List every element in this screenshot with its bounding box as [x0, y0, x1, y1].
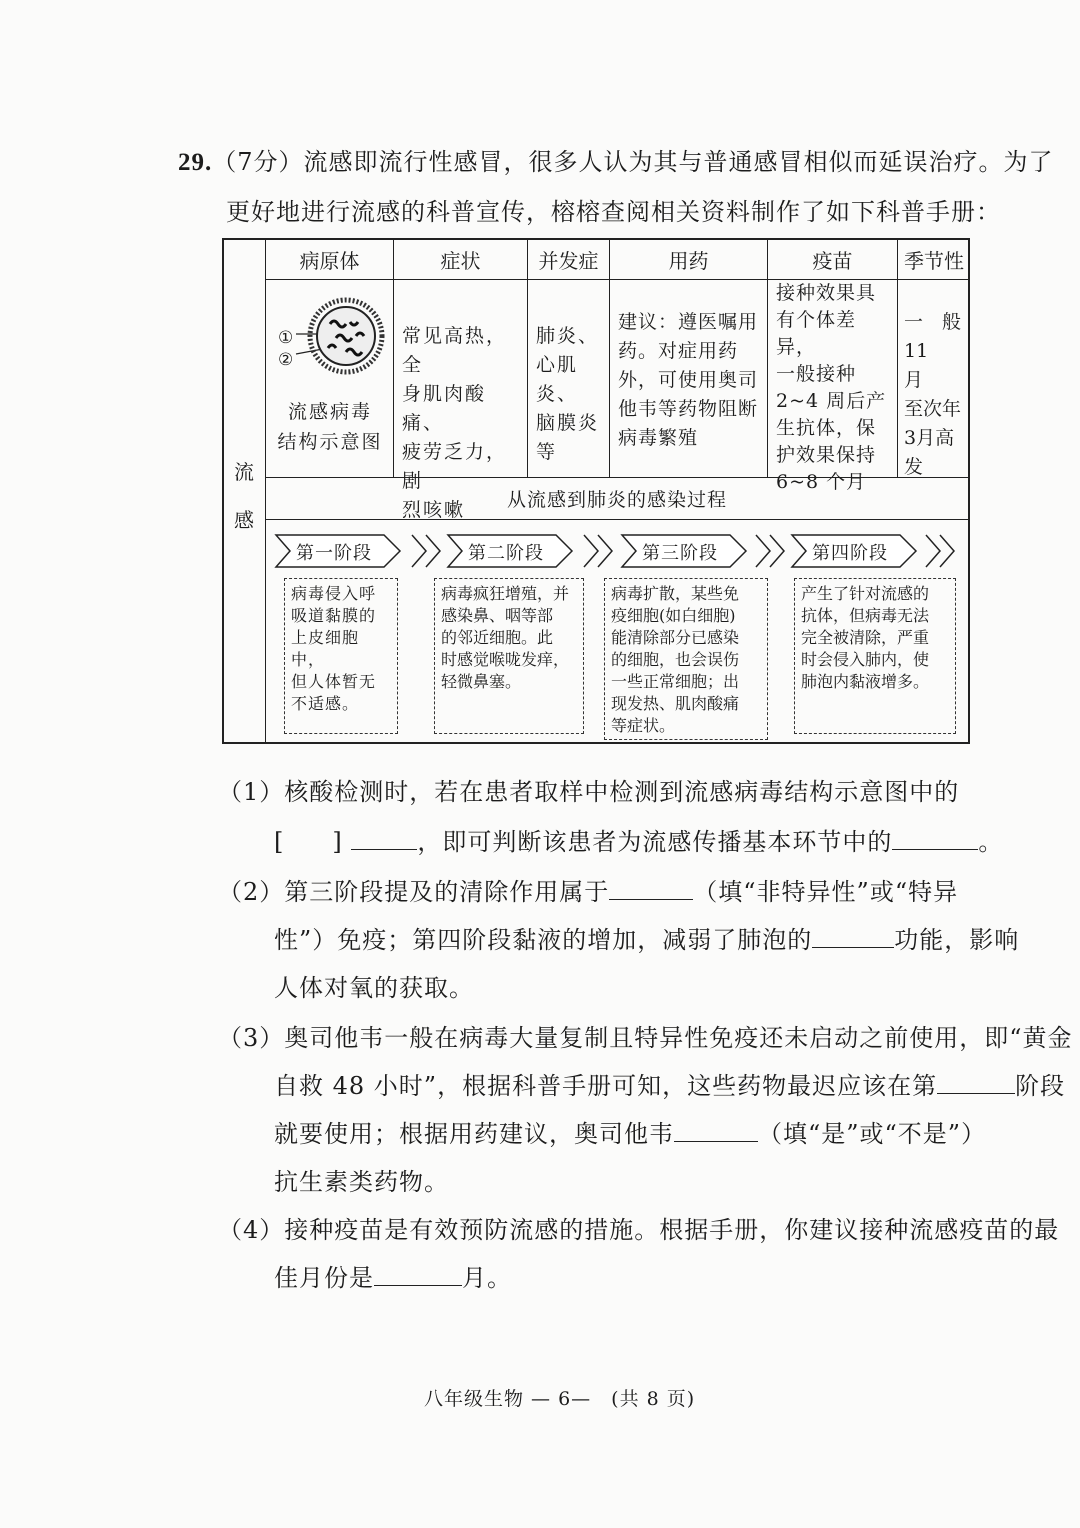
chevron-right-icon [410, 533, 450, 569]
sub-question-1-mid: ，即可判断该患者为流感传播基本环节中的 [417, 828, 893, 856]
stage-2-text-line: 的邻近细胞。此 [441, 628, 554, 647]
complications-line: 心肌炎、 [536, 354, 579, 405]
header-medication: 用药 [610, 240, 768, 280]
sub-question-2-number: （2） [218, 878, 285, 906]
stage-4-label [790, 533, 918, 569]
season-line: 3月高 [904, 427, 955, 449]
sub-question-3-text-b: 自救 48 小时”，根据科普手册可知，这些药物最迟应该在第 [274, 1072, 938, 1100]
sub-question-4-text-c: 月。 [462, 1264, 512, 1292]
answer-bracket-open: [ [274, 828, 285, 856]
symptoms-line: 身肌肉酸痛、 [402, 383, 487, 434]
sub-question-1-line-1 [218, 772, 959, 807]
sub-question-3-line-4: 抗生素类药物。 [274, 1168, 449, 1196]
header-pathogen: 病原体 [266, 240, 394, 280]
handbook-side-column [224, 240, 266, 742]
stage-2-label [446, 533, 574, 569]
virus-caption-1: 流感病毒 [287, 401, 372, 423]
medication-cell [610, 280, 768, 478]
sub-question-3-text-e: （填“是”或“不是”） [758, 1120, 987, 1148]
stage-4-text-line: 完全被清除，严重 [801, 628, 930, 647]
stage-4-text-line: 时会侵入肺内，使 [801, 650, 930, 669]
influenza-virus-icon [278, 290, 388, 378]
vaccine-line: 2~4 周后产 [776, 390, 887, 412]
complications-line: 肺炎、 [536, 325, 600, 347]
symptoms-line: 烈咳嗽 [402, 499, 466, 521]
stage-2-text-line: 病毒疯狂增殖，并 [441, 584, 570, 603]
sub-question-2-line-3: 人体对氧的获取。 [274, 974, 474, 1002]
stage-4-description [794, 578, 956, 734]
question-points: （7分） [212, 148, 304, 176]
sub-question-4-text-a: 接种疫苗是有效预防流感的措施。根据手册，你建议接种流感疫苗的最 [284, 1216, 1060, 1244]
handbook-table [222, 238, 970, 744]
sub-question-1-number: （1） [218, 778, 285, 806]
sub-question-3-text-a: 奥司他韦一般在病毒大量复制且特异性免疫还未启动之前使用，即“黄金 [284, 1024, 1073, 1052]
stage-4-text-line: 肺泡内黏液增多。 [801, 672, 930, 691]
stage-4-text-line: 产生了针对流感的 [801, 584, 930, 603]
sub-question-2-line-1 [218, 872, 958, 907]
vaccine-line: 生抗体，保 [776, 417, 877, 439]
complications-line: 脑膜炎 [536, 412, 600, 434]
stage-3-text-line: 的细胞，也会误伤 [611, 650, 740, 669]
vaccine-line: 有个体差异， [776, 309, 857, 358]
sub-question-2-text-d: 功能，影响 [894, 926, 1020, 954]
sub-question-3-number: （3） [218, 1024, 285, 1052]
season-cell [898, 280, 970, 478]
stage-1-text-line: 不适感。 [291, 694, 360, 713]
stage-2-text-line: 轻微鼻塞。 [441, 672, 522, 691]
sub-question-4-line-1 [218, 1210, 1059, 1245]
sub-question-4-line-2 [274, 1258, 512, 1293]
header-symptoms: 症状 [394, 240, 528, 280]
vaccine-cell [768, 280, 898, 493]
stage-3-text-line: 一些正常细胞；出 [611, 672, 740, 691]
pathogen-cell [266, 280, 394, 478]
stage-3-text-line: 现发热、肌肉酸痛 [611, 694, 740, 713]
sub-question-3-text-d: 就要使用；根据用药建议，奥司他韦 [274, 1120, 674, 1148]
sub-question-2-text-b: （填“非特异性”或“特异 [693, 878, 959, 906]
complications-cell [528, 280, 610, 478]
chevron-right-icon [582, 533, 622, 569]
sub-question-4-number: （4） [218, 1216, 285, 1244]
question-intro-line-1 [178, 142, 1054, 177]
symptoms-line: 疲劳乏力，剧 [402, 441, 508, 492]
stage-4-text-line: 抗体，但病毒无法 [801, 606, 930, 625]
header-complications: 并发症 [528, 240, 610, 280]
stage-3-description [604, 578, 768, 740]
question-intro-line-2: 更好地进行流感的科普宣传，榕榕查阅相关资料制作了如下科普手册： [226, 198, 1001, 226]
chevron-right-icon [924, 533, 964, 569]
stage-1-text-line: 病毒侵入呼 [291, 584, 377, 603]
season-line: 至次年 [904, 398, 962, 420]
stage-3-label [620, 533, 748, 569]
complications-line: 等 [536, 441, 558, 463]
sub-question-2-line-2 [274, 920, 1019, 955]
vaccine-line: 护效果保持 [776, 444, 877, 466]
stage-1-label-text: 第一阶段 [296, 543, 372, 564]
sub-question-2-text-c: 性”）免疫；第四阶段黏液的增加，减弱了肺泡的 [274, 926, 813, 954]
stage-3-text-line: 能清除部分已感染 [611, 628, 740, 647]
stage-4-label-text: 第四阶段 [812, 543, 888, 564]
sub-question-2-text-a: 第三阶段提及的清除作用属于 [284, 878, 610, 906]
header-vaccine: 疫苗 [768, 240, 898, 280]
symptoms-line: 常见高热，全 [402, 325, 508, 376]
answer-bracket-close: ] [332, 828, 343, 856]
stage-2-text-line: 时感觉喉咙发痒， [441, 650, 570, 669]
sub-question-3-line-2 [274, 1066, 1065, 1101]
virus-caption-2: 结构示意图 [277, 431, 383, 453]
sub-question-1-end: 。 [978, 828, 1004, 856]
side-label-2: 感 [234, 508, 254, 532]
answer-blank[interactable] [351, 827, 417, 850]
header-season: 季节性 [898, 240, 970, 280]
process-title: 从流感到肺炎的感染过程 [266, 478, 968, 520]
season-line: 11 月 [904, 340, 948, 391]
stage-3-text-line: 病毒扩散，某些免 [611, 584, 740, 603]
vaccine-line: 6~8 个月 [776, 471, 867, 493]
stage-2-text-line: 感染鼻、咽等部 [441, 606, 554, 625]
sub-question-1-line-2 [274, 822, 1003, 857]
medication-line: 外，可使用奥司 [618, 369, 759, 391]
medication-line: 建议：遵医嘱用 [618, 311, 759, 333]
stage-3-text-line: 疫细胞(如白细胞) [611, 606, 736, 625]
season-line: 一 般 [904, 311, 962, 333]
sub-question-4-text-b: 佳月份是 [274, 1264, 374, 1292]
medication-line: 病毒繁殖 [618, 427, 699, 449]
stage-3-label-text: 第三阶段 [642, 543, 718, 564]
sub-question-3-text-c: 阶段 [1015, 1072, 1066, 1100]
marker-2: ② [278, 350, 296, 370]
vaccine-line: 一般接种 [776, 363, 857, 385]
answer-blank[interactable] [674, 1119, 758, 1142]
stage-1-text-line: 吸道黏膜的 [291, 606, 377, 625]
medication-line: 他韦等药物阻断 [618, 398, 759, 420]
symptoms-cell [394, 280, 528, 521]
virus-diagram [278, 290, 388, 378]
sub-question-1-text: 核酸检测时，若在患者取样中检测到流感病毒结构示意图中的 [284, 778, 960, 806]
stage-2-label-text: 第二阶段 [468, 543, 544, 564]
stage-3-text-line: 等症状。 [611, 716, 676, 735]
answer-blank[interactable] [609, 877, 693, 900]
marker-1: ① [278, 328, 296, 348]
answer-blank[interactable] [812, 925, 894, 948]
answer-blank[interactable] [937, 1071, 1015, 1094]
sub-question-3-line-3 [274, 1114, 986, 1149]
stage-1-label [274, 533, 402, 569]
question-intro-text-1: 流感即流行性感冒，很多人认为其与普通感冒相似而延误治疗。为了 [303, 148, 1054, 176]
vaccine-line: 接种效果具 [776, 282, 877, 304]
question-number: 29. [178, 149, 213, 176]
answer-blank[interactable] [892, 827, 978, 850]
sub-question-3-line-1 [218, 1018, 1073, 1053]
stage-1-text-line: 上皮细胞中， [291, 628, 360, 669]
stage-2-description [434, 578, 584, 734]
answer-blank[interactable] [374, 1263, 462, 1286]
chevron-right-icon [754, 533, 794, 569]
medication-line: 药。对症用药 [618, 340, 739, 362]
side-label-1: 流 [234, 460, 254, 484]
stage-1-description [284, 578, 398, 734]
page-footer: 八年级生物 — 6— (共 8 页) [424, 1388, 696, 1410]
stage-1-text-line: 但人体暂无 [291, 672, 377, 691]
season-line: 发 [904, 456, 924, 478]
